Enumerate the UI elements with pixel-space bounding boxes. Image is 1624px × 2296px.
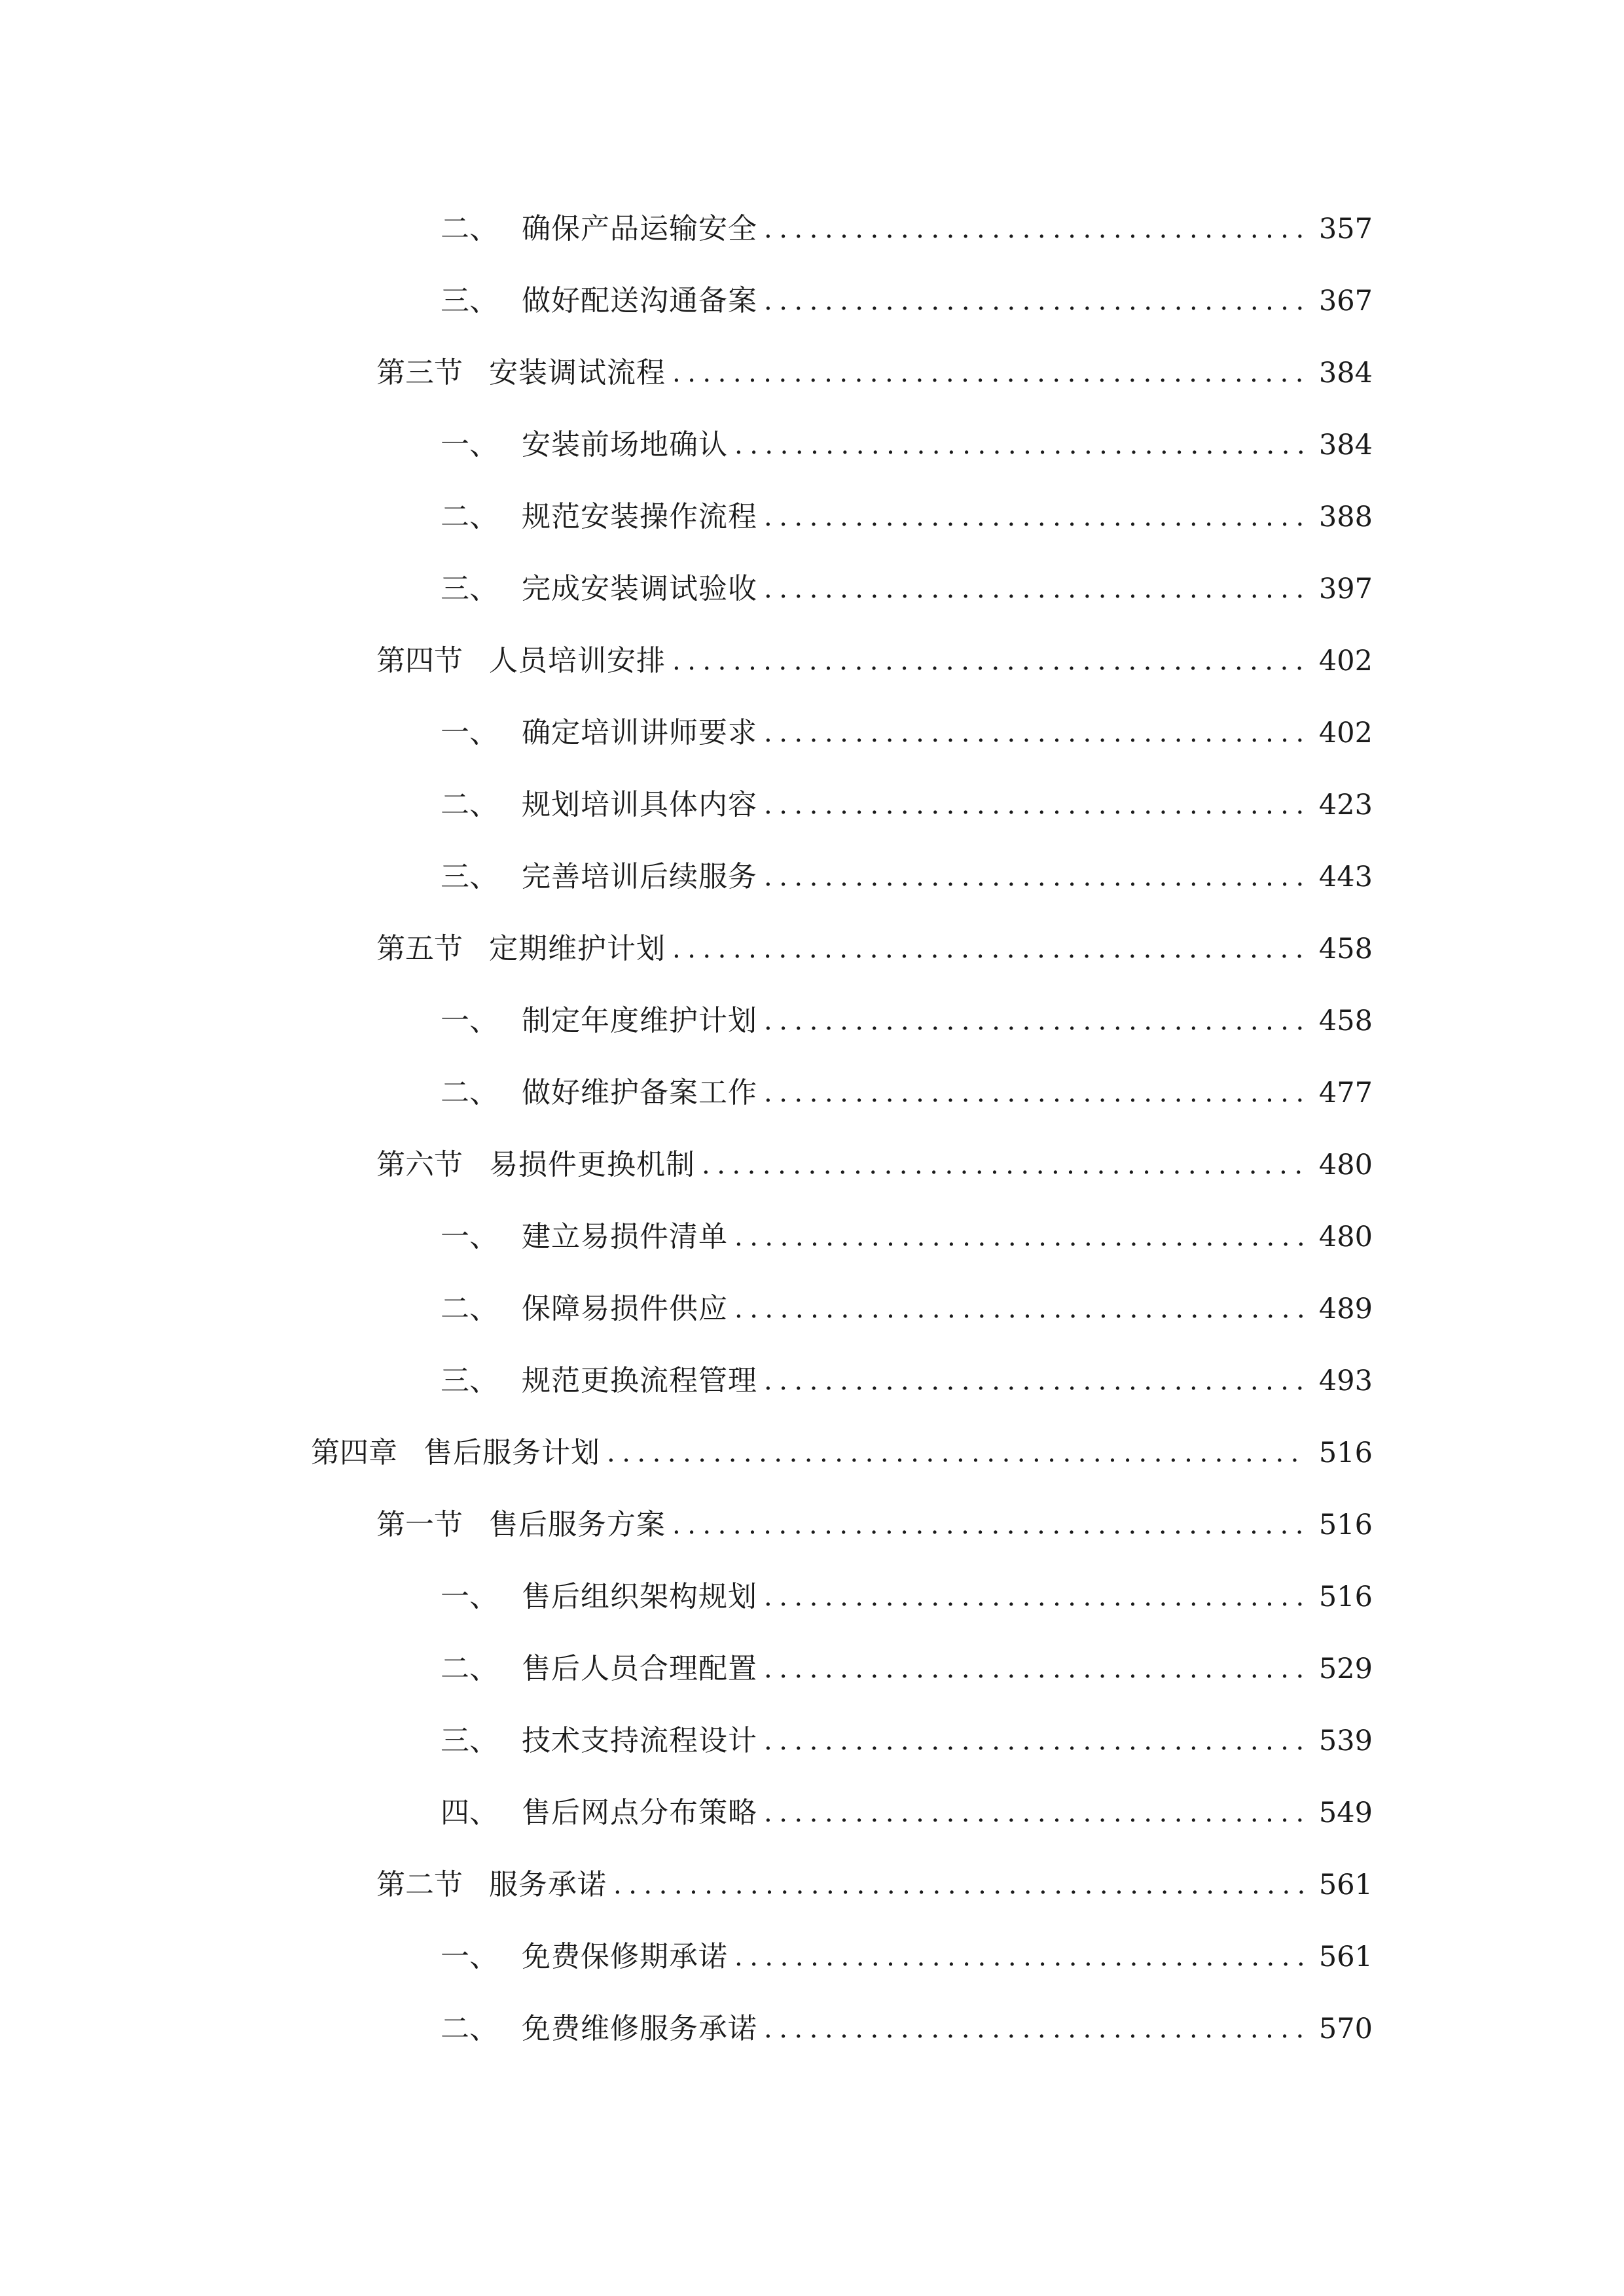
toc-entry[interactable]: [311, 1427, 1373, 1479]
toc-entry-title: 售后服务方案: [489, 1508, 666, 1541]
toc-dot-leader: [764, 563, 1307, 615]
toc-dot-leader: [764, 995, 1307, 1047]
toc-dot-leader: [764, 707, 1307, 759]
toc-dot-leader: [764, 1355, 1307, 1407]
toc-entry-number: 三、: [441, 572, 498, 605]
toc-entry-page: 384: [1318, 429, 1373, 461]
toc-entry[interactable]: [376, 1859, 1373, 1911]
toc-entry-number: 二、: [441, 1076, 498, 1109]
toc-dot-leader: [672, 1499, 1307, 1551]
toc-entry-number: 二、: [441, 500, 498, 533]
toc-entry[interactable]: [441, 419, 1373, 471]
toc-entry-page: 549: [1318, 1797, 1373, 1829]
toc-dot-leader: [764, 1571, 1307, 1623]
toc-dot-leader: [613, 1859, 1307, 1911]
toc-entry-number: 三、: [441, 1364, 498, 1397]
toc-entry-page: 570: [1318, 2013, 1373, 2045]
toc-entry-number: 第五节: [376, 932, 463, 965]
toc-entry[interactable]: [441, 779, 1373, 831]
toc-entry-title: 技术支持流程设计: [522, 1724, 757, 1757]
toc-dot-leader: [734, 1211, 1307, 1263]
toc-entry-number: 二、: [441, 788, 498, 821]
toc-entry-number: 第三节: [376, 356, 463, 389]
toc-entry[interactable]: [441, 1643, 1373, 1695]
toc-entry-number: 四、: [441, 1796, 498, 1829]
toc-entry[interactable]: [441, 1067, 1373, 1119]
toc-dot-leader: [734, 1283, 1307, 1335]
toc-entry-title: 售后网点分布策略: [522, 1796, 757, 1829]
toc-entry-number: 一、: [441, 1220, 498, 1253]
toc-entry[interactable]: [441, 995, 1373, 1047]
toc-entry-number: 一、: [441, 1004, 498, 1037]
toc-dot-leader: [672, 635, 1307, 687]
toc-entry-page: 367: [1318, 285, 1373, 317]
toc-entry[interactable]: [441, 563, 1373, 615]
toc-entry-title: 定期维护计划: [489, 932, 666, 965]
toc-entry[interactable]: [441, 1355, 1373, 1407]
toc-entry[interactable]: [441, 1787, 1373, 1839]
toc-entry-page: 480: [1318, 1221, 1373, 1253]
toc-dot-leader: [734, 419, 1307, 471]
toc-entry-title: 建立易损件清单: [522, 1220, 728, 1253]
toc-entry-title: 免费保修期承诺: [522, 1940, 728, 1973]
toc-entry-number: 第四节: [376, 644, 463, 677]
toc-entry-title: 售后人员合理配置: [522, 1652, 757, 1685]
toc-entry-page: 561: [1318, 1869, 1373, 1901]
toc-entry-page: 489: [1318, 1293, 1373, 1325]
toc-entry-number: 一、: [441, 1580, 498, 1613]
toc-entry[interactable]: [376, 1499, 1373, 1551]
toc-entry-title: 售后组织架构规划: [522, 1580, 757, 1613]
toc-entry-title: 售后服务计划: [424, 1436, 600, 1469]
toc-entry-number: 二、: [441, 2012, 498, 2045]
toc-entry[interactable]: [441, 1571, 1373, 1623]
toc-entry[interactable]: [441, 2003, 1373, 2055]
toc-entry[interactable]: [441, 707, 1373, 759]
toc-entry-title: 规划培训具体内容: [522, 788, 757, 821]
toc-entry[interactable]: [441, 203, 1373, 255]
toc-dot-leader: [764, 1643, 1307, 1695]
toc-entry[interactable]: [441, 851, 1373, 903]
toc-entry-page: 458: [1318, 933, 1373, 965]
toc-entry-title: 服务承诺: [489, 1868, 607, 1901]
toc-entry-number: 三、: [441, 860, 498, 893]
toc-entry-page: 388: [1318, 501, 1373, 533]
toc-entry-page: 384: [1318, 357, 1373, 389]
toc-dot-leader: [764, 1067, 1307, 1119]
toc-entry-title: 保障易损件供应: [522, 1292, 728, 1325]
toc-entry-title: 规范更换流程管理: [522, 1364, 757, 1397]
toc-entry-title: 确定培训讲师要求: [522, 716, 757, 749]
toc-entry[interactable]: [376, 635, 1373, 687]
toc-entry-number: 第六节: [376, 1148, 463, 1181]
toc-dot-leader: [764, 851, 1307, 903]
toc-entry[interactable]: [376, 923, 1373, 975]
toc-entry-page: 516: [1318, 1581, 1373, 1613]
toc-entry-page: 423: [1318, 789, 1373, 821]
toc-entry-number: 第一节: [376, 1508, 463, 1541]
toc-entry-page: 402: [1318, 645, 1373, 677]
toc-dot-leader: [764, 491, 1307, 543]
toc-entry-page: 529: [1318, 1653, 1373, 1685]
toc-dot-leader: [734, 1931, 1307, 1983]
toc-entry[interactable]: [376, 347, 1373, 399]
toc-dot-leader: [764, 1715, 1307, 1767]
toc-entry-page: 516: [1318, 1509, 1373, 1541]
toc-entry-number: 二、: [441, 1292, 498, 1325]
toc-entry-page: 561: [1318, 1941, 1373, 1973]
toc-entry-page: 397: [1318, 573, 1373, 605]
toc-entry[interactable]: [441, 1211, 1373, 1263]
toc-entry-title: 易损件更换机制: [489, 1148, 695, 1181]
toc-entry[interactable]: [441, 1715, 1373, 1767]
toc-entry-number: 第四章: [311, 1436, 397, 1469]
toc-entry-number: 一、: [441, 1940, 498, 1973]
toc-entry-title: 完成安装调试验收: [522, 572, 757, 605]
toc-entry-page: 516: [1318, 1437, 1373, 1469]
toc-entry-page: 480: [1318, 1149, 1373, 1181]
toc-entry-title: 制定年度维护计划: [522, 1004, 757, 1037]
toc-entry-title: 完善培训后续服务: [522, 860, 757, 893]
toc-entry-number: 二、: [441, 212, 498, 245]
toc-entry-page: 357: [1318, 213, 1373, 245]
toc-dot-leader: [702, 1139, 1307, 1191]
toc-entry-title: 免费维修服务承诺: [522, 2012, 757, 2045]
toc-dot-leader: [764, 1787, 1307, 1839]
toc-entry-number: 第二节: [376, 1868, 463, 1901]
toc-entry-page: 539: [1318, 1725, 1373, 1757]
toc-dot-leader: [764, 2003, 1307, 2055]
toc-entry-number: 一、: [441, 716, 498, 749]
toc-entry-title: 安装调试流程: [489, 356, 666, 389]
toc-dot-leader: [764, 779, 1307, 831]
toc-entry-page: 458: [1318, 1005, 1373, 1037]
toc-entry-number: 一、: [441, 428, 498, 461]
toc-entry-title: 人员培训安排: [489, 644, 666, 677]
toc-dot-leader: [672, 347, 1307, 399]
toc-entry[interactable]: [441, 491, 1373, 543]
toc-entry-number: 二、: [441, 1652, 498, 1685]
toc-dot-leader: [672, 923, 1307, 975]
toc-dot-leader: [607, 1427, 1307, 1479]
toc-entry[interactable]: [441, 1283, 1373, 1335]
toc-entry-number: 三、: [441, 284, 498, 317]
toc-entry-title: 规范安装操作流程: [522, 500, 757, 533]
toc-entry-title: 安装前场地确认: [522, 428, 728, 461]
toc-dot-leader: [764, 275, 1307, 327]
toc-entry[interactable]: [376, 1139, 1373, 1191]
toc-entry-title: 做好配送沟通备案: [522, 284, 757, 317]
toc-entry[interactable]: [441, 275, 1373, 327]
toc-entry-number: 三、: [441, 1724, 498, 1757]
toc-dot-leader: [764, 203, 1307, 255]
toc-entry-page: 402: [1318, 717, 1373, 749]
toc-entry-page: 443: [1318, 861, 1373, 893]
toc-entry-page: 477: [1318, 1077, 1373, 1109]
toc-entry-title: 做好维护备案工作: [522, 1076, 757, 1109]
toc-entry[interactable]: [441, 1931, 1373, 1983]
toc-entry-page: 493: [1318, 1365, 1373, 1397]
toc-entry-title: 确保产品运输安全: [522, 212, 757, 245]
